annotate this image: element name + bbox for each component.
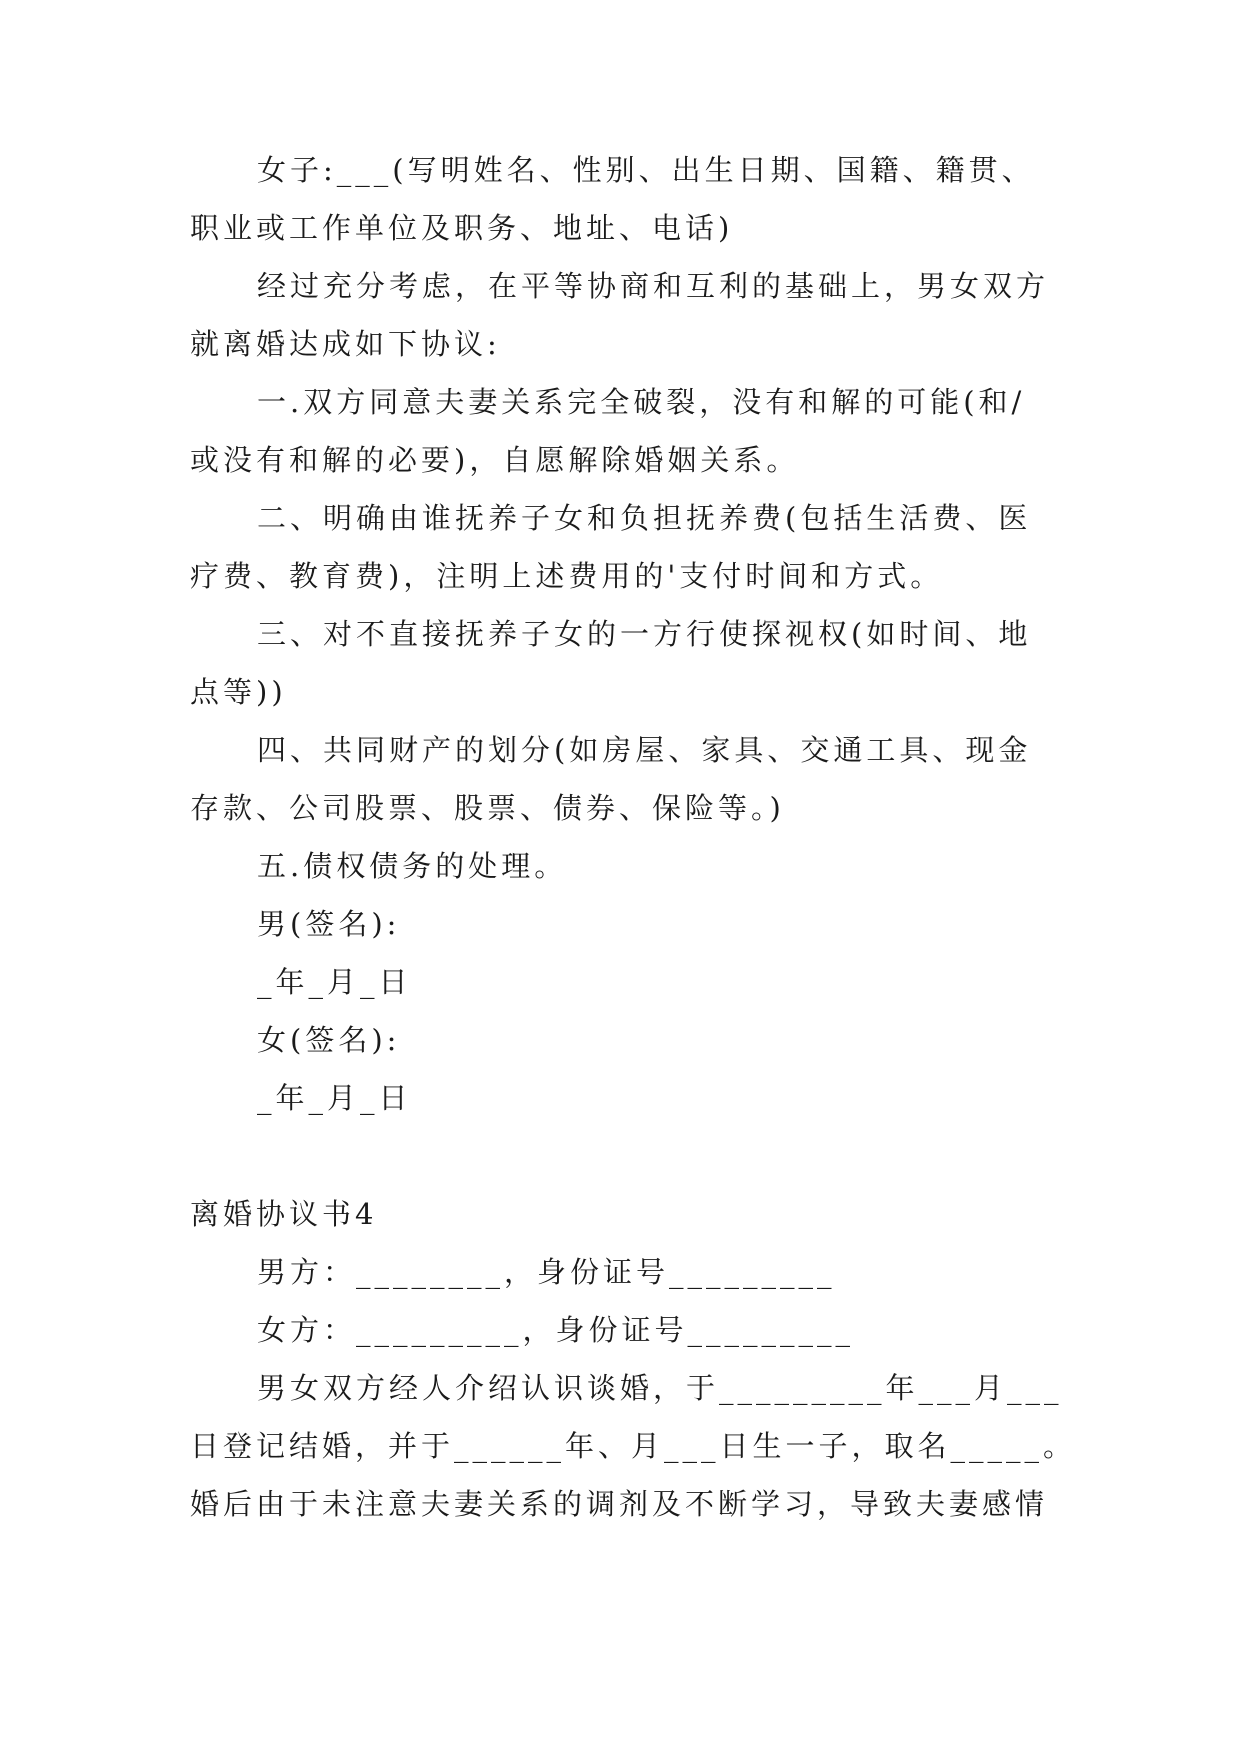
clause-2: 二、明确由谁抚养子女和负担抚养费(包括生活费、医 [257,501,1032,535]
clause-4: 四、共同财产的划分(如房屋、家具、交通工具、现金 [257,733,1032,767]
marriage-paragraph: 男女双方经人介绍认识谈婚，于_________年___月___ [257,1371,1063,1405]
clause-1-cont: 或没有和解的必要)，自愿解除婚姻关系。 [190,443,800,477]
man-signature-date: _年_月_日 [257,965,412,999]
clause-3-cont: 点等)) [190,675,287,709]
woman-signature: 女(签名): [257,1023,401,1057]
party-woman-info: 女子:___(写明姓名、性别、出生日期、国籍、籍贯、 [257,153,1035,187]
marriage-paragraph-cont-2: 婚后由于未注意夫妻关系的调剂及不断学习，导致夫妻感情 [190,1487,1049,1521]
woman-id-line: 女方：_________，身份证号_________ [257,1313,855,1347]
woman-signature-date: _年_月_日 [257,1081,412,1115]
clause-5: 五.债权债务的处理。 [257,849,568,883]
man-signature: 男(签名): [257,907,401,941]
clause-4-cont: 存款、公司股票、股票、债券、保险等。) [190,791,785,825]
preamble-paragraph: 经过充分考虑，在平等协商和互利的基础上，男女双方 [257,269,1050,303]
clause-3: 三、对不直接抚养子女的一方行使探视权(如时间、地 [257,617,1032,651]
man-id-line: 男方：________，身份证号_________ [257,1255,836,1289]
clause-1: 一.双方同意夫妻关系完全破裂，没有和解的可能(和/ [257,385,1026,419]
section-title: 离婚协议书4 [190,1197,378,1231]
marriage-paragraph-cont-1: 日登记结婚，并于______年、月___日生一子，取名_____。 [190,1429,1077,1463]
party-woman-info-cont: 职业或工作单位及职务、地址、电话) [190,211,734,245]
clause-2-cont: 疗费、教育费)，注明上述费用的'支付时间和方式。 [190,559,944,593]
preamble-paragraph-cont: 就离婚达成如下协议: [190,327,501,361]
